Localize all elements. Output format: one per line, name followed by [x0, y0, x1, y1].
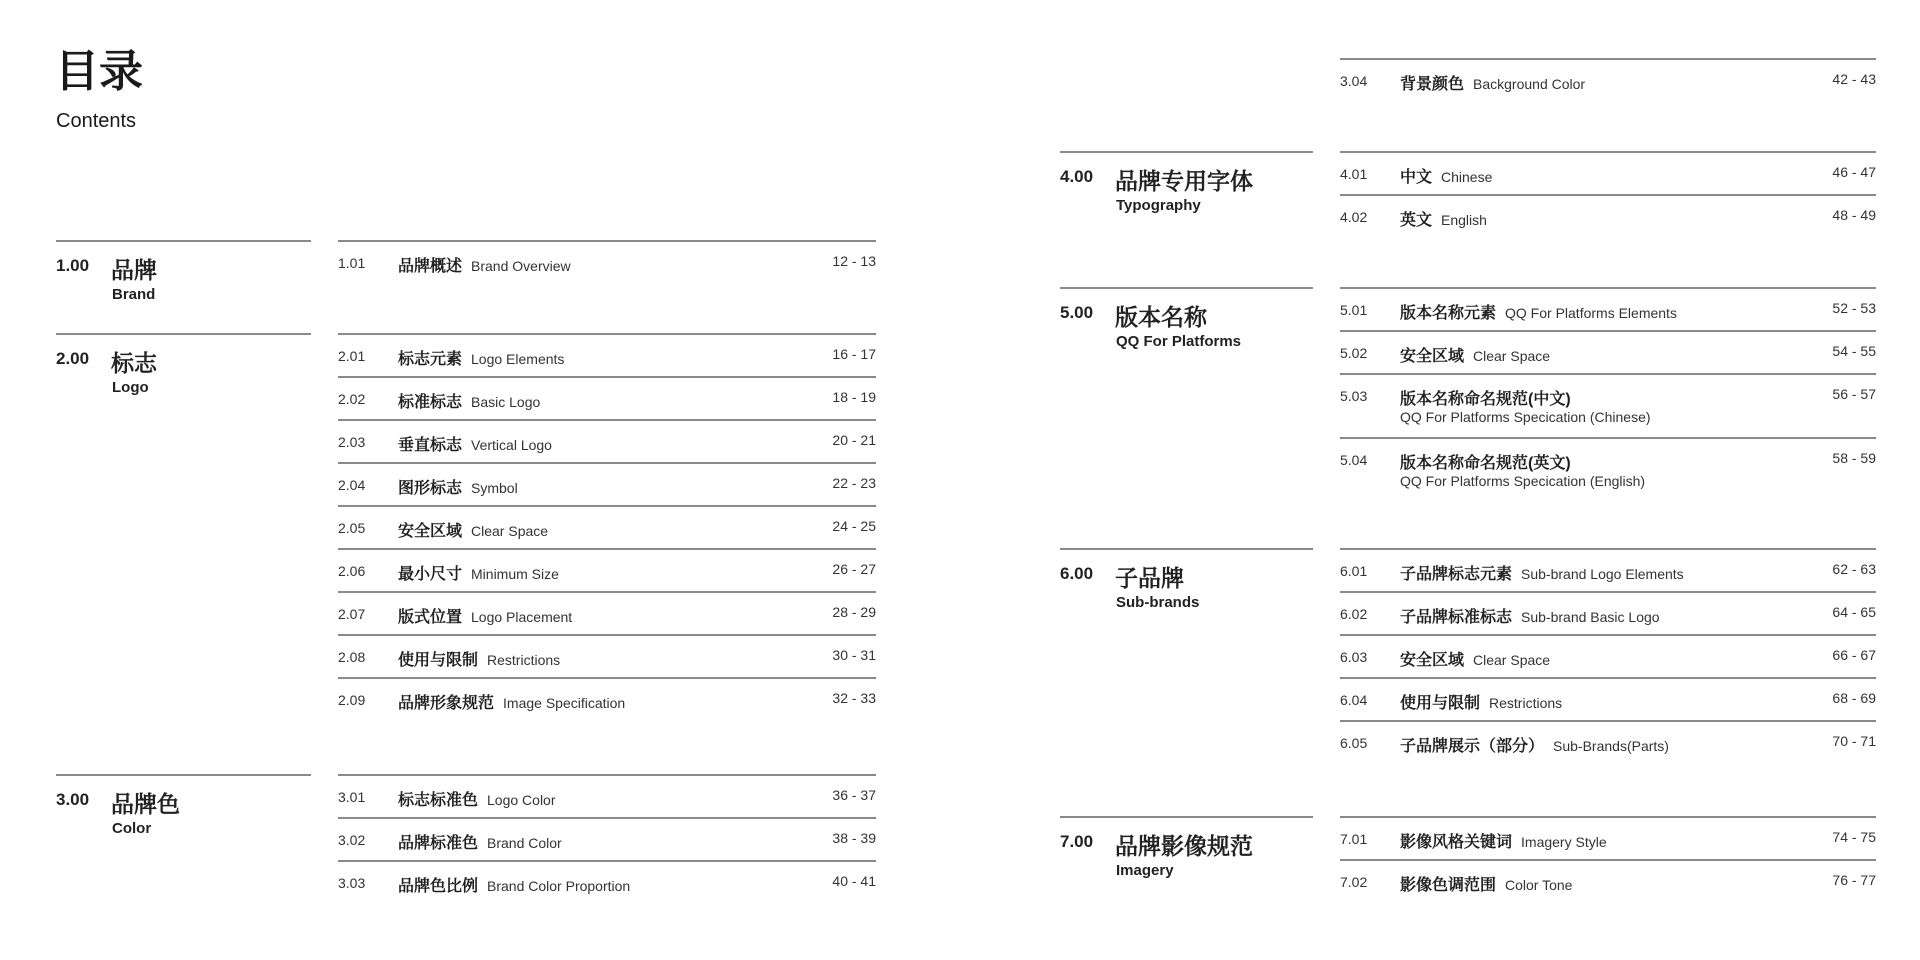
entry-pages: 66 - 67	[1832, 647, 1876, 663]
entry-pages: 32 - 33	[832, 690, 876, 706]
entry-title-en: Brand Color	[487, 835, 562, 851]
entry-pages: 28 - 29	[832, 604, 876, 620]
toc-entry[interactable]	[338, 774, 876, 817]
entry-pages: 24 - 25	[832, 518, 876, 534]
toc-entry[interactable]	[1340, 591, 1876, 634]
entry-number: 6.03	[1340, 649, 1368, 665]
entry-title-zh: 品牌概述 Brand Overview	[398, 258, 571, 275]
entry-number: 2.06	[338, 563, 366, 579]
toc-entry[interactable]	[1340, 194, 1876, 237]
section-header	[1060, 151, 1313, 233]
entry-number: 6.04	[1340, 692, 1368, 708]
section-title-zh: 品牌影像规范	[1115, 833, 1253, 859]
section-title-zh: 品牌	[111, 257, 157, 283]
entry-pages: 52 - 53	[1832, 300, 1876, 316]
entry-number: 2.01	[338, 348, 366, 364]
section-title-zh: 版本名称	[1115, 304, 1207, 330]
entry-title-zh: 使用与限制 Restrictions	[1400, 695, 1563, 712]
entry-title-en: Restrictions	[487, 652, 561, 668]
entry-pages: 56 - 57	[1832, 386, 1876, 402]
toc-entry[interactable]	[338, 333, 876, 376]
entry-title-en: Clear Space	[1473, 652, 1551, 668]
toc-entry[interactable]	[338, 240, 876, 283]
section-number: 3.00	[56, 790, 90, 809]
section-title-en: Brand	[112, 286, 156, 303]
toc-entry[interactable]	[1340, 330, 1876, 373]
entry-number: 7.01	[1340, 831, 1368, 847]
entry-title-zh: 品牌标准色 Brand Color	[398, 835, 562, 852]
entry-pages: 62 - 63	[1832, 561, 1876, 577]
entry-title-en: Brand Overview	[471, 258, 571, 274]
entry-number: 3.03	[338, 875, 366, 891]
section-title-zh: 子品牌	[1115, 565, 1184, 591]
entry-number: 4.02	[1340, 209, 1368, 225]
section-title-en: Typography	[1116, 197, 1201, 214]
entry-title-zh: 品牌形象规范 Image Specification	[398, 695, 626, 712]
entry-list	[1340, 287, 1876, 501]
entry-list	[1340, 548, 1876, 763]
section-title-en: Sub-brands	[1116, 594, 1200, 611]
entry-title-en: QQ For Platforms Specication (English)	[1400, 473, 1646, 489]
toc-entry[interactable]	[1340, 816, 1876, 859]
toc-entry[interactable]	[338, 419, 876, 462]
entry-title-zh: 图形标志 Symbol	[398, 480, 518, 497]
section-header	[56, 333, 311, 415]
entry-title-en: Brand Color Proportion	[487, 878, 631, 894]
entry-pages: 58 - 59	[1832, 450, 1876, 466]
entry-title-zh: 英文 English	[1400, 212, 1487, 229]
toc-entry[interactable]	[1340, 287, 1876, 330]
toc-entry[interactable]	[338, 634, 876, 677]
entry-title-en: Logo Elements	[471, 351, 565, 367]
toc-entry[interactable]	[1340, 58, 1876, 101]
entry-list	[1340, 816, 1876, 902]
entry-title-zh: 中文 Chinese	[1400, 169, 1493, 186]
entry-title-zh: 安全区域 Clear Space	[1400, 348, 1551, 365]
entry-pages: 12 - 13	[832, 253, 876, 269]
section-header	[1060, 548, 1313, 630]
entry-title-en: QQ For Platforms Elements	[1505, 305, 1677, 321]
toc-entry[interactable]	[1340, 437, 1876, 501]
entry-title-zh: 影像色调范围 Color Tone	[1400, 877, 1573, 894]
section-title-zh: 品牌专用字体	[1115, 168, 1253, 194]
entry-title-en: Restrictions	[1489, 695, 1563, 711]
entry-title-en: Image Specification	[503, 695, 626, 711]
entry-number: 5.02	[1340, 345, 1368, 361]
entry-pages: 48 - 49	[1832, 207, 1876, 223]
page-subtitle: Contents	[56, 110, 137, 132]
entry-number: 6.01	[1340, 563, 1368, 579]
entry-title-en: Sub-brand Basic Logo	[1521, 609, 1660, 625]
entry-pages: 70 - 71	[1832, 733, 1876, 749]
section-title-zh: 标志	[111, 350, 157, 376]
entry-title-zh: 子品牌展示（部分） Sub-Brands(Parts)	[1400, 738, 1669, 755]
entry-pages: 40 - 41	[832, 873, 876, 889]
toc-entry[interactable]	[1340, 634, 1876, 677]
entry-title-zh: 版本名称命名规范(英文)	[1400, 455, 1571, 472]
section-title-en: Logo	[112, 379, 149, 396]
entry-title-zh: 使用与限制 Restrictions	[398, 652, 561, 669]
entry-number: 5.04	[1340, 452, 1368, 468]
entry-pages: 20 - 21	[832, 432, 876, 448]
section-header	[1060, 816, 1313, 898]
entry-number: 6.02	[1340, 606, 1368, 622]
toc-entry[interactable]	[1340, 548, 1876, 591]
entry-title-zh: 版式位置 Logo Placement	[398, 609, 573, 626]
entry-pages: 22 - 23	[832, 475, 876, 491]
section-header	[1060, 287, 1313, 369]
section-number: 5.00	[1060, 303, 1094, 322]
section-number: 1.00	[56, 256, 90, 275]
entry-pages: 64 - 65	[1832, 604, 1876, 620]
entry-title-zh: 标志元素 Logo Elements	[398, 351, 565, 368]
entry-number: 5.01	[1340, 302, 1368, 318]
entry-title-en: Minimum Size	[471, 566, 559, 582]
entry-pages: 46 - 47	[1832, 164, 1876, 180]
page-title: 目录	[55, 47, 143, 96]
entry-title-en: Sub-brand Logo Elements	[1521, 566, 1684, 582]
entry-title-en: Clear Space	[1473, 348, 1551, 364]
entry-number: 6.05	[1340, 735, 1368, 751]
entry-title-zh: 安全区域 Clear Space	[398, 523, 549, 540]
section-title-en: Color	[112, 820, 152, 837]
entry-pages: 38 - 39	[832, 830, 876, 846]
section-title-en: QQ For Platforms	[1116, 333, 1242, 350]
toc-entry[interactable]	[1340, 859, 1876, 902]
section-number: 6.00	[1060, 564, 1094, 583]
toc-entry[interactable]	[338, 548, 876, 591]
entry-title-en: Imagery Style	[1521, 834, 1607, 850]
toc-entry[interactable]	[1340, 720, 1876, 763]
entry-title-zh: 影像风格关键词 Imagery Style	[1400, 834, 1607, 851]
toc-entry[interactable]	[338, 462, 876, 505]
entry-pages: 30 - 31	[832, 647, 876, 663]
toc-entry[interactable]	[338, 591, 876, 634]
entry-pages: 26 - 27	[832, 561, 876, 577]
entry-title-en: Background Color	[1473, 76, 1586, 92]
entry-title-zh: 安全区域 Clear Space	[1400, 652, 1551, 669]
entry-list	[338, 333, 876, 720]
entry-pages: 18 - 19	[832, 389, 876, 405]
toc-entry[interactable]	[1340, 677, 1876, 720]
section-number: 2.00	[56, 349, 90, 368]
section-title-en: Imagery	[1116, 862, 1174, 879]
entry-pages: 16 - 17	[832, 346, 876, 362]
toc-entry[interactable]	[338, 817, 876, 860]
entry-title-zh: 标志标准色 Logo Color	[398, 792, 556, 809]
entry-number: 3.04	[1340, 73, 1368, 89]
entry-title-zh: 背景颜色 Background Color	[1400, 76, 1586, 93]
entry-number: 3.02	[338, 832, 366, 848]
entry-list	[1340, 58, 1876, 101]
entry-number: 3.01	[338, 789, 366, 805]
entry-pages: 74 - 75	[1832, 829, 1876, 845]
entry-pages: 36 - 37	[832, 787, 876, 803]
entry-title-zh: 版本名称元素 QQ For Platforms Elements	[1400, 305, 1677, 322]
entry-list	[338, 240, 876, 283]
section-number: 7.00	[1060, 832, 1094, 851]
entry-title-zh: 子品牌标准标志 Sub-brand Basic Logo	[1400, 609, 1660, 626]
entry-title-zh: 子品牌标志元素 Sub-brand Logo Elements	[1400, 566, 1684, 583]
entry-number: 5.03	[1340, 388, 1368, 404]
entry-title-en: QQ For Platforms Specication (Chinese)	[1400, 409, 1651, 425]
entry-pages: 42 - 43	[1832, 71, 1876, 87]
entry-pages: 68 - 69	[1832, 690, 1876, 706]
section-header	[56, 240, 311, 322]
entry-title-zh: 标准标志 Basic Logo	[398, 394, 541, 411]
entry-title-zh: 版本名称命名规范(中文)	[1400, 391, 1571, 408]
entry-number: 2.03	[338, 434, 366, 450]
entry-list	[338, 774, 876, 903]
entry-title-zh: 品牌色比例 Brand Color Proportion	[398, 878, 631, 895]
section-header	[56, 774, 311, 856]
toc-entry[interactable]	[338, 860, 876, 903]
entry-title-en: Sub-Brands(Parts)	[1553, 738, 1669, 754]
entry-title-en: Chinese	[1441, 169, 1493, 185]
entry-pages: 76 - 77	[1832, 872, 1876, 888]
section-title-zh: 品牌色	[111, 791, 180, 817]
entry-number: 2.07	[338, 606, 366, 622]
entry-title-en: Vertical Logo	[471, 437, 552, 453]
entry-number: 1.01	[338, 255, 366, 271]
entry-number: 2.08	[338, 649, 366, 665]
entry-pages: 54 - 55	[1832, 343, 1876, 359]
entry-number: 4.01	[1340, 166, 1368, 182]
entry-number: 7.02	[1340, 874, 1368, 890]
entry-title-en: Color Tone	[1505, 877, 1573, 893]
entry-title-en: English	[1441, 212, 1487, 228]
entry-title-zh: 垂直标志 Vertical Logo	[398, 437, 552, 454]
entry-title-en: Logo Color	[487, 792, 556, 808]
toc-entry[interactable]	[1340, 373, 1876, 437]
entry-list	[1340, 151, 1876, 237]
entry-number: 2.09	[338, 692, 366, 708]
toc-entry[interactable]	[338, 505, 876, 548]
entry-number: 2.02	[338, 391, 366, 407]
entry-title-en: Clear Space	[471, 523, 549, 539]
entry-title-zh: 最小尺寸 Minimum Size	[398, 566, 559, 583]
entry-title-en: Symbol	[471, 480, 518, 496]
section-number: 4.00	[1060, 167, 1094, 186]
entry-number: 2.04	[338, 477, 366, 493]
toc-entry[interactable]	[1340, 151, 1876, 194]
entry-title-en: Logo Placement	[471, 609, 573, 625]
entry-number: 2.05	[338, 520, 366, 536]
entry-title-en: Basic Logo	[471, 394, 541, 410]
toc-entry[interactable]	[338, 376, 876, 419]
toc-entry[interactable]	[338, 677, 876, 720]
